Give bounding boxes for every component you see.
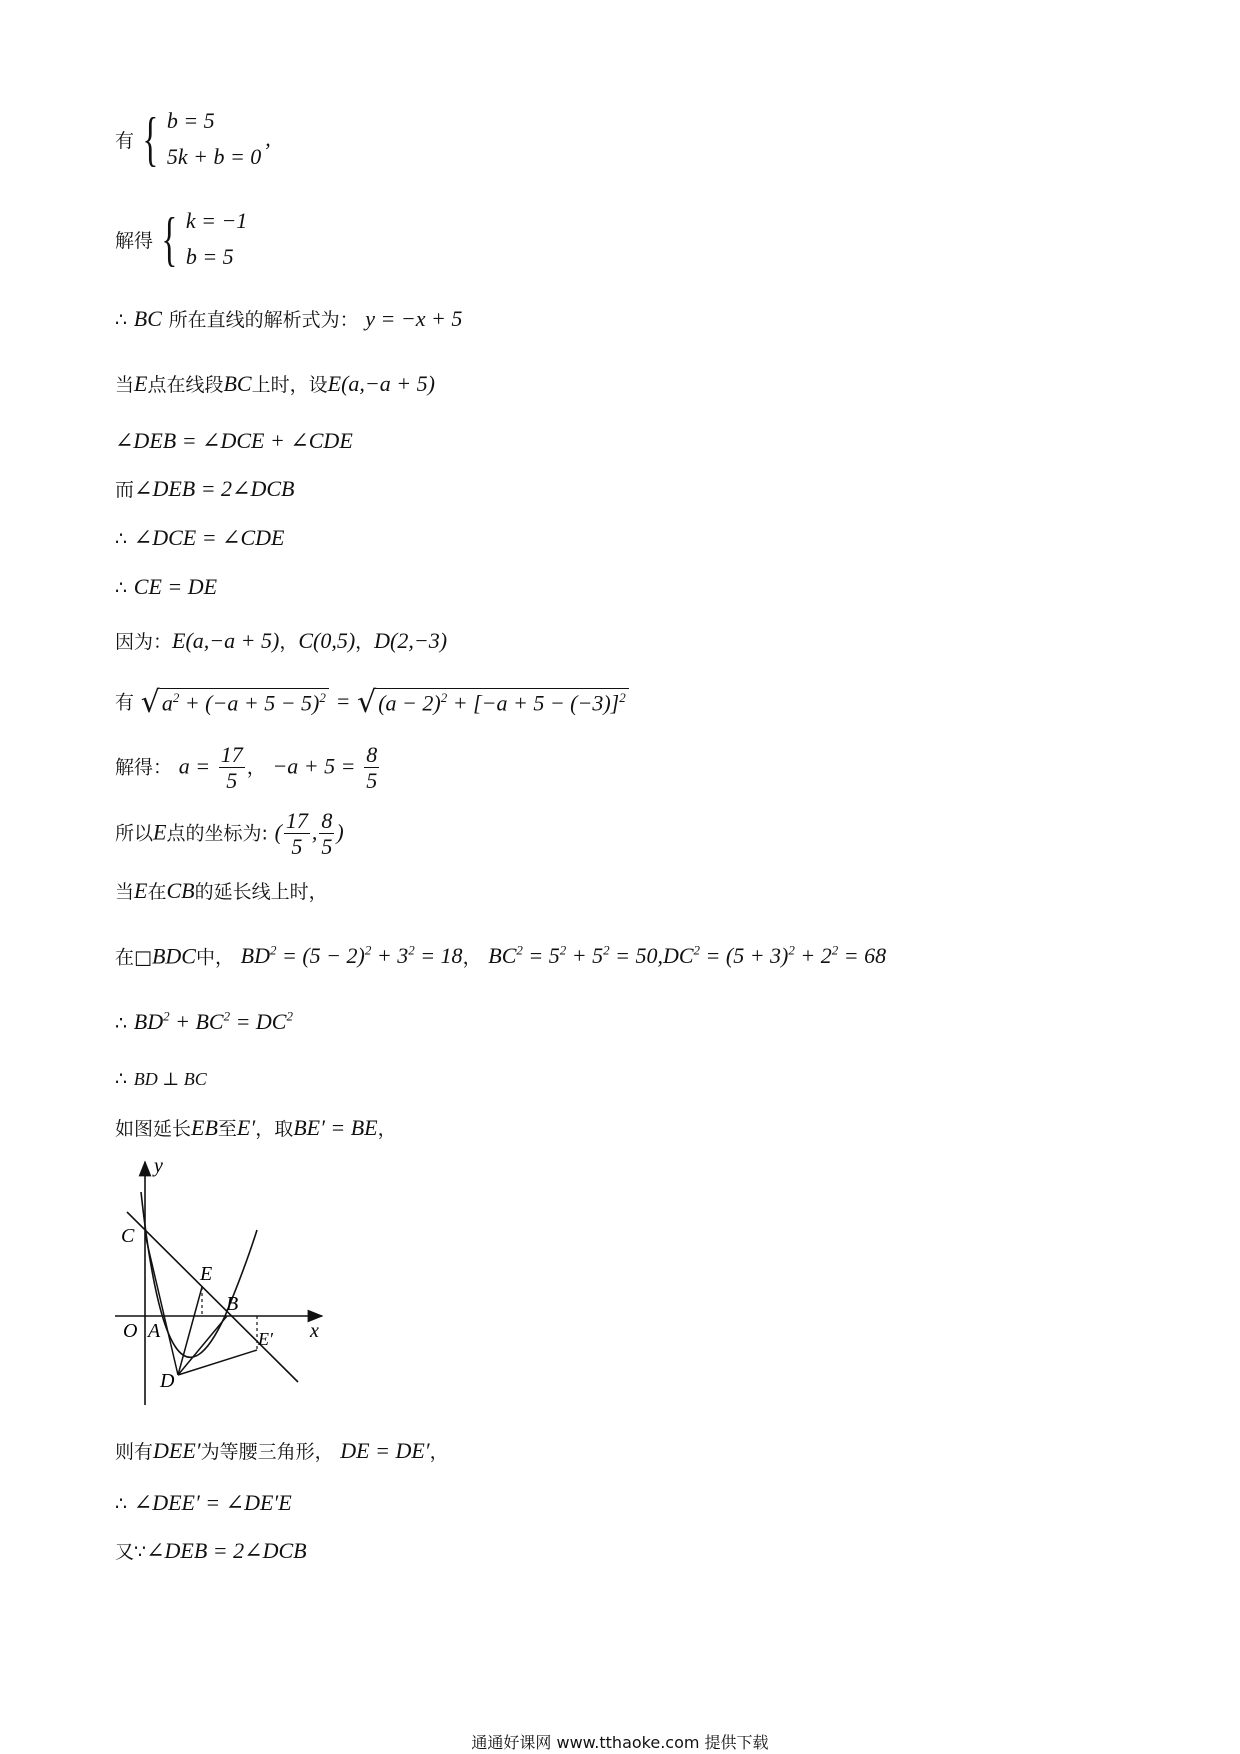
exponent: 2: [223, 1009, 231, 1024]
text: 而: [115, 479, 135, 501]
line-bc-equation: [115, 308, 462, 330]
segment-de2: [178, 1350, 257, 1375]
equation-row: k = −1: [185, 208, 248, 233]
label-e-prime: E′: [258, 1329, 273, 1349]
line-base-angles: [115, 1492, 292, 1514]
exponent: 2: [270, 943, 277, 958]
math: = DC: [230, 1009, 287, 1035]
footer: 通通好课网 www.tthaoke.com 提供下载: [471, 1733, 769, 1752]
text: 的延长线上时，: [194, 881, 328, 903]
punct: ，: [429, 1441, 449, 1463]
line-ce-de: [115, 576, 217, 598]
line-extend-eb: [115, 1117, 397, 1139]
math: ∠DEB = 2∠DCB: [146, 1538, 307, 1563]
math: + BC: [169, 1009, 224, 1035]
line-isosceles: [115, 1440, 449, 1462]
text: 有: [115, 691, 135, 714]
punct: ，: [279, 631, 299, 653]
paren: (: [274, 819, 282, 845]
numerator: 8: [366, 742, 378, 767]
punct: ,: [265, 126, 271, 151]
equation-system-1: [115, 108, 271, 170]
punct: ，: [462, 946, 482, 969]
line-angle-sum: [115, 430, 353, 452]
therefore-symbol: ∴: [115, 1012, 128, 1035]
line-angle-double: [115, 478, 295, 500]
math: E: [134, 371, 148, 396]
therefore-symbol: ∴: [115, 577, 128, 599]
denominator: 5: [291, 834, 303, 860]
exponent: 2: [603, 943, 610, 958]
math: [488, 943, 657, 968]
math: + 2: [794, 943, 832, 969]
text: 有: [115, 129, 135, 152]
text: 至: [217, 1118, 237, 1140]
text: 中，: [195, 946, 234, 969]
label-y: y: [154, 1155, 163, 1177]
exponent: 2: [831, 943, 839, 958]
math: [134, 1009, 293, 1034]
math: E(a,−a + 5): [172, 628, 280, 653]
math: + 3: [371, 943, 409, 969]
math: E: [153, 819, 167, 845]
line-e-point: [115, 808, 344, 860]
math: DC: [662, 943, 694, 969]
text: 点在线段: [147, 374, 224, 396]
paren: ): [336, 819, 344, 845]
geometry-figure: [110, 1150, 340, 1410]
text: 在: [115, 946, 135, 969]
text: 又∵: [115, 1541, 147, 1563]
brace: {: [142, 106, 159, 172]
math: = 5: [522, 943, 560, 969]
therefore-symbol: ∴: [115, 1068, 128, 1090]
text: 则有: [115, 1441, 154, 1463]
text: ，取: [255, 1118, 294, 1140]
math: DEE′: [153, 1438, 201, 1463]
text: 当: [115, 374, 135, 396]
therefore-symbol: ∴: [115, 1493, 128, 1515]
math: D(2,−3): [374, 628, 448, 653]
punct: ,: [657, 943, 663, 969]
math: ∠DEB = ∠DCE + ∠CDE: [115, 428, 353, 453]
label-d: D: [160, 1370, 175, 1392]
punct: ,: [311, 819, 318, 845]
triangle-symbol: □: [134, 946, 152, 969]
equation-row: b = 5: [185, 244, 234, 269]
math: =: [335, 688, 351, 714]
text: 因为：: [115, 631, 173, 653]
math: DE = DE′: [340, 1438, 430, 1463]
line-angle-equal: [115, 527, 285, 549]
line-cb: [127, 1212, 298, 1382]
text: 当: [115, 881, 135, 903]
text: 所在直线的解析式为：: [168, 309, 359, 331]
fraction: [284, 808, 310, 860]
math: BC: [488, 943, 517, 969]
math: BC: [223, 371, 252, 396]
math: BDC: [151, 943, 196, 969]
punct: ，: [246, 756, 266, 779]
punct: ，: [377, 1118, 397, 1140]
math: = 50: [609, 943, 658, 969]
line-side-lengths: [115, 944, 886, 967]
math: (a − 2): [378, 690, 441, 716]
text: 在: [147, 881, 167, 903]
fraction: [364, 742, 379, 794]
math: a: [161, 690, 173, 716]
exponent: 2: [559, 943, 567, 958]
math: a =: [178, 753, 211, 779]
therefore-symbol: ∴: [115, 309, 128, 331]
math: + 5: [566, 943, 604, 969]
numerator: 17: [220, 742, 243, 767]
sqrt-right: √ $(a - 2)^2 + [-a + 5 - (-3)]^2$: [357, 688, 629, 718]
math: E: [134, 878, 148, 903]
line-solution: [115, 742, 381, 794]
exponent: 2: [172, 690, 180, 705]
denominator: 5: [226, 768, 238, 794]
sqrt-left: √ $a^2 + (-a + 5 - 5)^2$: [141, 688, 329, 718]
line-distance-equation: [115, 685, 629, 720]
denominator: 5: [366, 768, 378, 794]
brace: {: [161, 206, 178, 272]
numerator: 8: [321, 808, 333, 833]
math: = (5 + 3): [700, 943, 789, 969]
exponent: 2: [319, 690, 326, 705]
math: BC: [133, 306, 162, 331]
math: C(0,5): [298, 628, 356, 653]
math: CB: [166, 878, 195, 903]
math: = 68: [838, 943, 887, 969]
line-pythagoras: [115, 1010, 293, 1033]
text: 为等腰三角形，: [200, 1441, 334, 1463]
exponent: 2: [163, 1009, 170, 1024]
fraction: [219, 742, 245, 794]
math: −a + 5 =: [272, 753, 356, 779]
equation-row: 5k + b = 0: [166, 144, 262, 169]
math: y = −x + 5: [365, 306, 463, 331]
label-b: B: [226, 1293, 239, 1315]
numerator: 17: [285, 808, 308, 833]
text: 如图延长: [115, 1118, 192, 1140]
math: EB: [191, 1115, 218, 1140]
exponent: 2: [788, 943, 795, 958]
label-a: A: [148, 1320, 161, 1342]
math: ∠DEB = 2∠DCB: [134, 476, 295, 501]
text: 解得: [115, 229, 154, 252]
math: BD: [240, 943, 270, 969]
math: CE = DE: [133, 574, 218, 599]
line-e-extension: [115, 880, 328, 902]
fraction: [319, 808, 334, 860]
math: + [−a + 5 − (−3)]: [447, 690, 620, 716]
math: BD ⊥ BC: [133, 1069, 207, 1089]
denominator: 5: [321, 834, 333, 860]
math: BE′ = BE: [293, 1115, 378, 1140]
segment-cd: [145, 1234, 178, 1375]
text: 点的坐标为:: [166, 822, 268, 845]
math: = 18: [414, 943, 463, 969]
exponent: 2: [440, 690, 448, 705]
line-because: [115, 1540, 307, 1562]
math: [241, 943, 463, 968]
math: = (5 − 2): [276, 943, 365, 969]
exponent: 2: [286, 1009, 293, 1024]
punct: ，: [355, 631, 375, 653]
equation-row: b = 5: [166, 108, 215, 133]
math: ∠DEE′ = ∠DE′E: [133, 1490, 292, 1515]
text: 解得：: [115, 756, 173, 779]
therefore-symbol: ∴: [115, 528, 128, 550]
exponent: 2: [693, 943, 701, 958]
exponent: 2: [516, 943, 523, 958]
label-x: x: [310, 1320, 319, 1342]
equation-system-2: [115, 208, 247, 270]
segment-de: [178, 1287, 202, 1375]
text: 所以: [115, 822, 154, 845]
math: E(a,−a + 5): [327, 371, 435, 396]
math: [663, 943, 886, 968]
line-coordinates: [115, 630, 447, 652]
label-e: E: [200, 1263, 213, 1285]
text: 上时，设: [251, 374, 328, 396]
exponent: 2: [364, 943, 372, 958]
math: ∠DCE = ∠CDE: [133, 525, 285, 550]
label-o: O: [123, 1320, 138, 1342]
exponent: 2: [619, 690, 626, 705]
math: E′: [236, 1115, 256, 1140]
exponent: 2: [408, 943, 415, 958]
line-perpendicular: [115, 1068, 207, 1089]
line-e-on-bc: [115, 373, 435, 395]
label-c: C: [121, 1225, 135, 1247]
math: + (−a + 5 − 5): [179, 690, 320, 716]
math: BD: [133, 1009, 164, 1035]
